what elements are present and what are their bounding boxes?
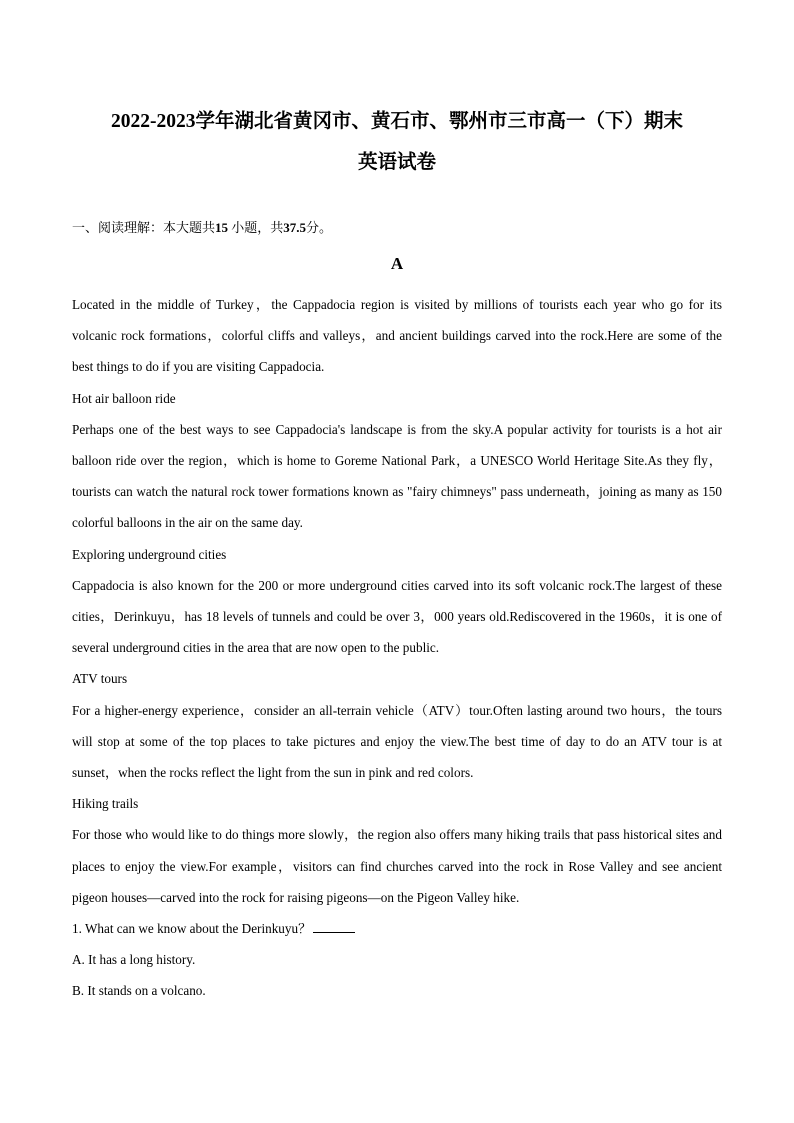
section-prefix: 一、阅读理解：本大题共 <box>72 220 216 235</box>
part-letter: A <box>390 254 404 273</box>
section-text-hiking: For those who would like to do things more slowly，the region also offers many hiking trails that pass historical sites and places to enjoy the view.For example，visitors can find churches carved into the rock in Rose Valley and see ancient pigeon houses—carved into the rock for raising pigeons—on the Pigeon Valley hike. <box>72 827 722 905</box>
section-text-atv: For a higher-energy experience，consider an all-terrain vehicle（ATV）tour.Often lasting around two hours，the tours will stop at some of the top places to take pictures and enjoy the view.The best time of day to do an ATV tour is at sunset，when the rocks reflect the light from the sun in pink and red colors. <box>72 702 722 781</box>
section-text-balloon: Perhaps one of the best ways to see Cappadocia's landscape is from the sky.A popular activity for tourists is a hot air balloon ride over the region，which is home to Goreme National Park，a UNESCO World Heritage Site.As they fly，tourists can watch the natural rock tower formations known as "fairy chimneys" pass underneath，joining as many as 150 colorful balloons in the air on the same day. <box>72 421 722 531</box>
question-1 <box>72 913 722 944</box>
section-suffix: 分。 <box>306 220 333 235</box>
section-heading-hiking: Hiking trails <box>72 796 139 812</box>
section-header <box>72 217 332 236</box>
exam-title-line1: 2022-2023学年湖北省黄冈市、黄石市、鄂州市三市高一（下）期末 <box>111 111 683 132</box>
answer-blank[interactable] <box>313 920 355 933</box>
exam-title-line2: 英语试卷 <box>357 152 436 173</box>
section-count: 15 <box>215 220 229 235</box>
option-a[interactable]: A. It has a long history. <box>72 952 196 968</box>
section-heading-atv: ATV tours <box>72 671 128 687</box>
section-score: 37.5 <box>283 220 307 235</box>
section-text-underground: Cappadocia is also known for the 200 or more underground cities carved into its soft volcanic rock.The largest of these cities，Derinkuyu，has 18 levels of tunnels and could be over 3，000 years old.Rediscovered in the 1960s，it is one of several underground cities in the area that are now open to the public. <box>72 577 722 656</box>
passage-intro: Located in the middle of Turkey，the Cappadocia region is visited by millions of tourists each year who go for its volcanic rock formations，colorful cliffs and valleys，and ancient buildings carved into the rock.Here are some of the best things to do if you are visiting Cappadocia. <box>72 297 722 375</box>
option-b[interactable]: B. It stands on a volcano. <box>72 983 206 999</box>
section-middle: 小题，共 <box>231 220 284 235</box>
section-heading-balloon: Hot air balloon ride <box>72 390 176 406</box>
question-1-text: 1. What can we know about the Derinkuyu？ <box>72 921 312 937</box>
reading-passage <box>72 289 722 1007</box>
section-heading-underground: Exploring underground cities <box>72 546 227 562</box>
